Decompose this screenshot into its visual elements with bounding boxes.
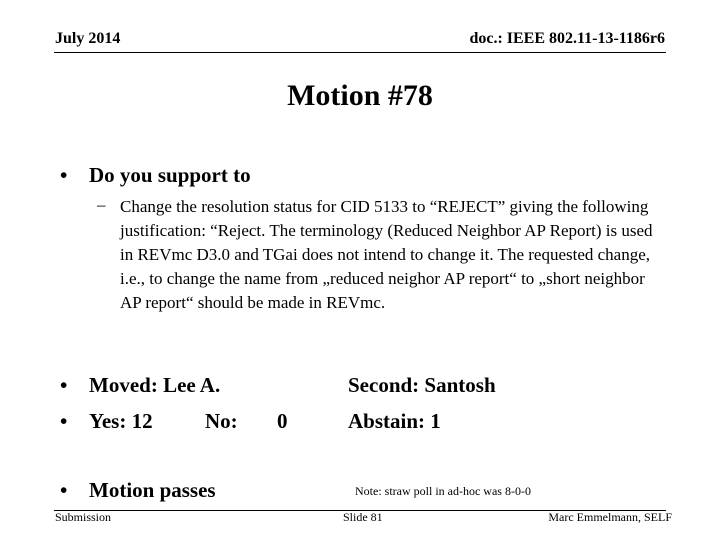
motion-text: Change the resolution status for CID 5133 to “REJECT” giving the following justification: “Reject. The terminology (Reduced Neighbor AP Report) is used in REVmc D3.0 and TGai does not intend to change it. The requested change, i.e., to change the name from „reduced neighor AP report“ to „short neighbor AP report“ should be made in REVmc. <box>120 197 653 312</box>
no-label: No: <box>205 409 238 433</box>
bullet-yes <box>60 409 153 434</box>
yes-text: Yes: 12 <box>89 409 153 433</box>
bullet-question <box>60 163 251 188</box>
header-divider <box>54 52 666 53</box>
footer-author: Marc Emmelmann, SELF <box>548 510 672 524</box>
slide-title: Motion #78 <box>287 79 433 112</box>
bullet-dot: • <box>60 409 68 433</box>
question-text: Do you support to <box>89 163 251 187</box>
abstain-text: Abstain: 1 <box>348 409 441 433</box>
result-text: Motion passes <box>89 478 216 502</box>
footer-slide-number: Slide 81 <box>343 510 383 524</box>
footer-submission: Submission <box>55 510 112 524</box>
no-value: 0 <box>277 409 288 433</box>
second-text: Second: Santosh <box>348 373 496 397</box>
straw-poll-note: Note: straw poll in ad-hoc was 8-0-0 <box>355 484 531 498</box>
bullet-dot: • <box>60 163 68 187</box>
header-document-id: doc.: IEEE 802.11-13-1186r6 <box>469 30 665 47</box>
bullet-dot: • <box>60 373 68 397</box>
bullet-moved <box>60 373 221 398</box>
bullet-result <box>60 478 216 503</box>
header-date: July 2014 <box>55 30 121 47</box>
moved-text: Moved: Lee A. <box>89 373 221 397</box>
bullet-dot: • <box>60 478 68 502</box>
sub-bullet-dash: – <box>97 195 106 214</box>
